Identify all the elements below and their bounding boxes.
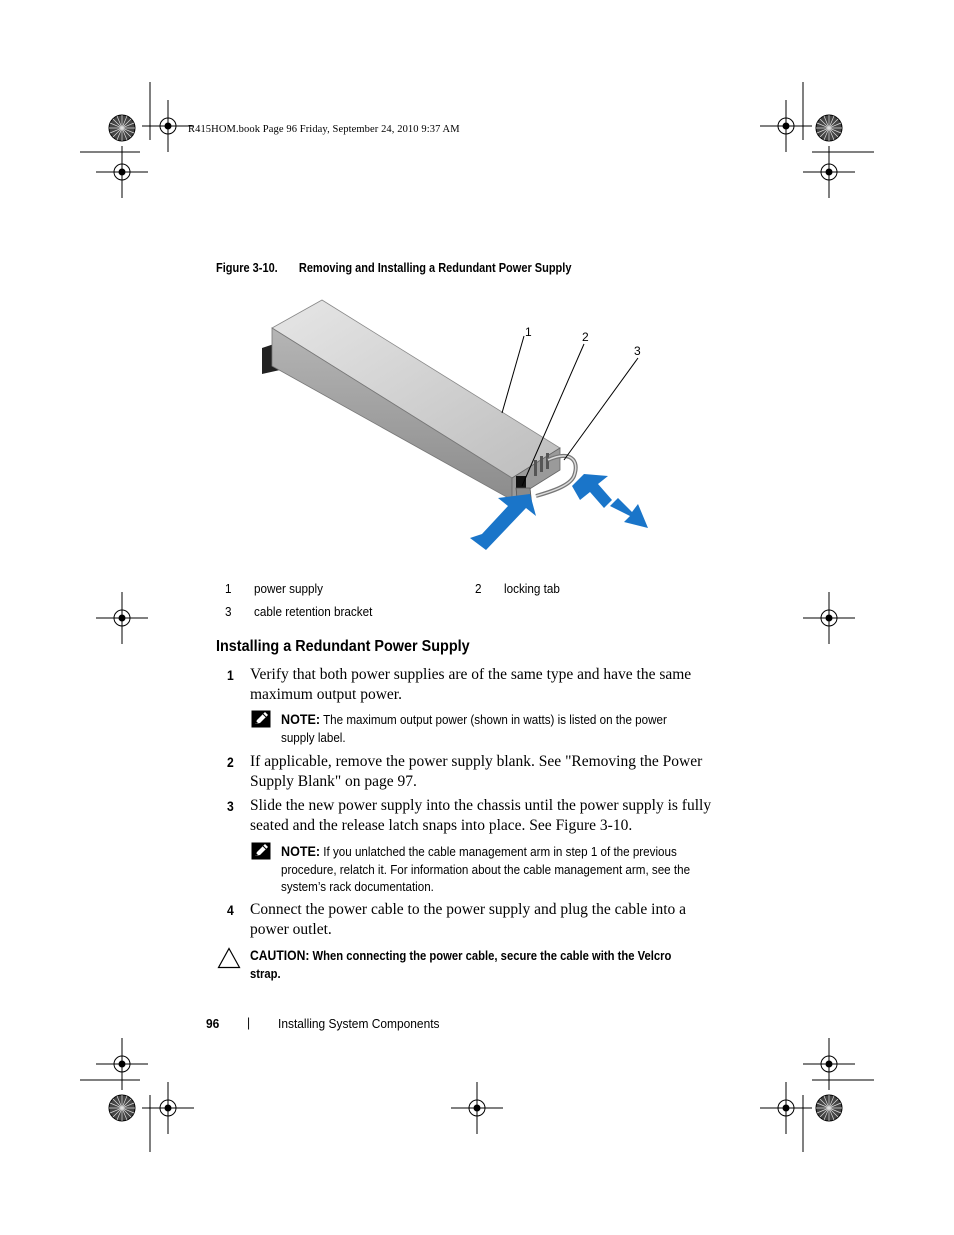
insert-arrow bbox=[470, 494, 536, 550]
figure-title: Removing and Installing a Redundant Power Supply bbox=[298, 261, 572, 275]
note-1-label: NOTE: bbox=[281, 712, 321, 727]
figure-caption bbox=[216, 261, 571, 275]
step-number-1: 1 bbox=[227, 668, 234, 683]
step-text-1: Verify that both power supplies are of the same type and have the same maximum output power. bbox=[250, 666, 692, 703]
push-arrow bbox=[572, 474, 612, 508]
note-1-text: The maximum output power (shown in watts) is listed on the power supply label. bbox=[281, 713, 667, 745]
callout-3: 3 bbox=[634, 344, 641, 358]
legend-num-2: 2 bbox=[475, 581, 482, 596]
legend-label-3: cable retention bracket bbox=[254, 604, 373, 619]
legend-num-1: 1 bbox=[225, 581, 232, 596]
caution-notice bbox=[250, 947, 673, 983]
step-text-3: Slide the new power supply into the chassis until the power supply is fully seated and the release latch snaps into place. See Figure 3-10. bbox=[250, 797, 712, 834]
step-text-2: If applicable, remove the power supply blank. See "Removing the Power Supply Blank" on page 97. bbox=[250, 753, 703, 790]
print-header: R415HOM.book Page 96 Friday, September 24, 2010 9:37 AM bbox=[188, 124, 460, 135]
step-number-2: 2 bbox=[227, 755, 234, 770]
step-number-4: 4 bbox=[227, 903, 234, 918]
note-pencil-icon bbox=[251, 710, 271, 728]
pull-arrow bbox=[610, 498, 648, 528]
callout-2: 2 bbox=[582, 330, 589, 344]
step-number-3: 3 bbox=[227, 799, 234, 814]
caution-triangle-icon bbox=[217, 947, 241, 969]
step-text-4: Connect the power cable to the power supply and plug the cable into a power outlet. bbox=[250, 901, 687, 938]
legend-label-1: power supply bbox=[254, 581, 323, 596]
figure-label: Figure 3-10. bbox=[216, 261, 278, 275]
legend-num-3: 3 bbox=[225, 604, 232, 619]
note-1 bbox=[281, 711, 690, 747]
legend-label-2: locking tab bbox=[504, 581, 560, 596]
page-number: 96 bbox=[206, 1016, 220, 1031]
note-2 bbox=[281, 843, 690, 897]
note-2-label: NOTE: bbox=[281, 844, 321, 859]
callout-1: 1 bbox=[525, 325, 532, 339]
power-supply-illustration bbox=[250, 288, 670, 558]
note-pencil-icon bbox=[251, 842, 271, 860]
footer-separator: | bbox=[247, 1015, 251, 1030]
caution-label: CAUTION: bbox=[250, 948, 310, 963]
chapter-title: Installing System Components bbox=[278, 1016, 440, 1031]
caution-text: When connecting the power cable, secure the cable with the Velcro strap. bbox=[250, 949, 672, 981]
section-heading: Installing a Redundant Power Supply bbox=[216, 638, 470, 655]
note-2-text: If you unlatched the cable management arm in step 1 of the previous procedure, relatch it. For information about the cable management arm, see the system’s rack documentation. bbox=[281, 845, 691, 894]
